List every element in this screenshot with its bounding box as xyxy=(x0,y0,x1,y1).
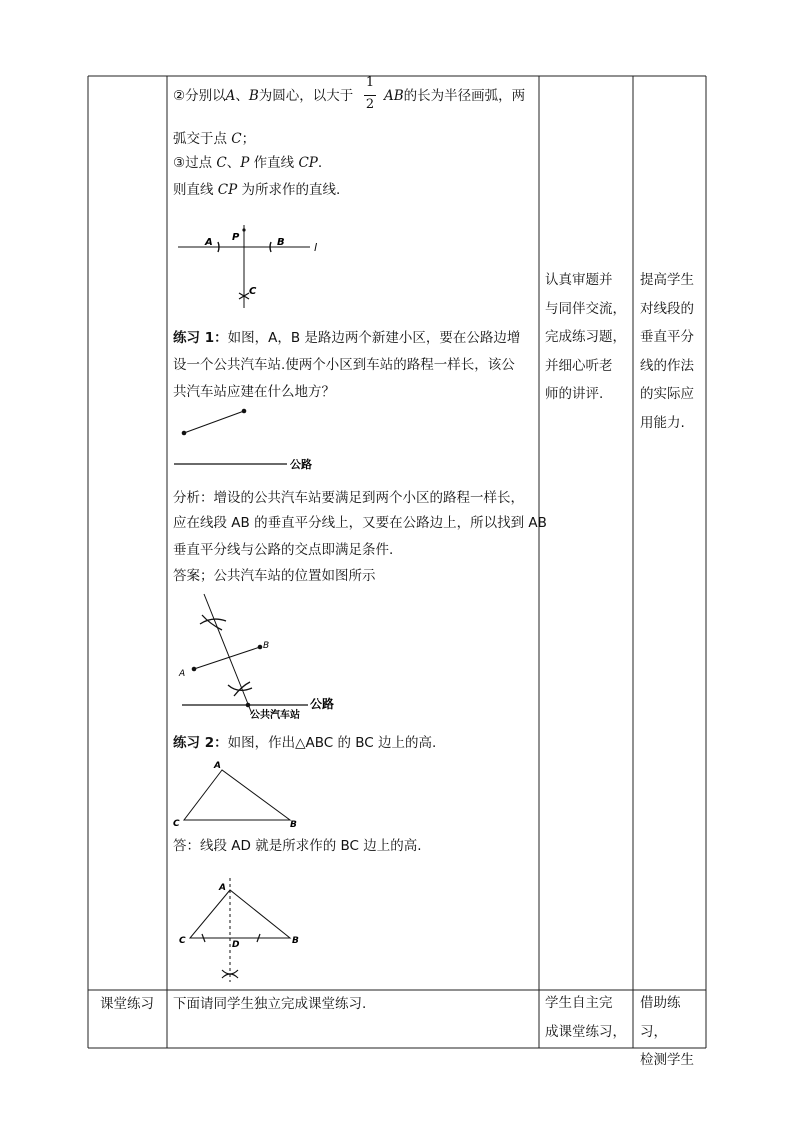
fig4-label-a: A xyxy=(214,761,221,771)
analysis-line2: 应在线段 AB 的垂直平分线上，又要在公路边上，所以找到 AB xyxy=(173,515,547,531)
purpose-row2 xyxy=(640,989,702,1075)
step3-line-cp: CP xyxy=(298,155,318,171)
conclusion-text-b: 为所求作的直线. xyxy=(241,182,341,198)
step3-end: . xyxy=(317,155,323,171)
purpose-row1-line1: 提高学生 xyxy=(640,272,694,288)
answer1-line: 答案；公共汽车站的位置如图所示 xyxy=(173,568,376,584)
student-row2-line2: 成课堂练习， xyxy=(545,1023,626,1040)
purpose-row1-line2: 对线段的 xyxy=(640,300,694,317)
analysis-line3: 垂直平分线与公路的交点即满足条件. xyxy=(173,542,394,558)
fig3-label-a: A xyxy=(179,669,186,679)
fig5-label-c: C xyxy=(179,936,186,946)
fig1-label-c: C xyxy=(249,286,257,297)
student-row1-line2: 与同伴交流， xyxy=(545,300,626,317)
fig5-triangle xyxy=(190,890,290,938)
student-activity-row1 xyxy=(545,266,629,409)
conclusion-text-a: 则直线 xyxy=(173,182,214,198)
perpendicular-bisector xyxy=(204,594,252,714)
student-row1-line3: 完成练习题， xyxy=(545,329,626,345)
exercise1-line1 xyxy=(173,328,520,348)
point-c-label: C xyxy=(231,131,242,147)
step2-sep: 、 xyxy=(235,88,249,104)
step3-point-c: C xyxy=(216,155,227,171)
step2-line2 xyxy=(173,129,255,149)
fig3-point-b xyxy=(258,645,263,650)
fig3-station-label: 公共汽车站 xyxy=(250,710,300,721)
fig1-label-a: A xyxy=(205,237,213,248)
fig5-label-d: D xyxy=(232,940,240,950)
student-row1-line4: 并细心听老 xyxy=(545,357,613,374)
triangle-abc xyxy=(184,770,290,820)
exercise1-line2: 设一个公共汽车站.使两个小区到车站的路程一样长，该公 xyxy=(173,357,515,373)
fraction-denominator: 2 xyxy=(365,97,375,112)
student-row1-line1: 认真审题并 xyxy=(545,272,613,288)
student-activity-row2 xyxy=(545,989,629,1046)
step3-line xyxy=(173,153,322,173)
figure-bus-station-solution xyxy=(170,590,350,725)
step2-text-a: ②分别以 xyxy=(173,88,226,104)
fig2-point-a xyxy=(182,431,187,436)
step2-line1-rest xyxy=(384,86,525,106)
fig1-label-b: B xyxy=(277,237,285,248)
point-b-label: B xyxy=(248,88,259,104)
answer2-line: 答：线段 AD 就是所求作的 BC 边上的高. xyxy=(173,838,422,854)
point-a-label: A xyxy=(225,88,236,104)
purpose-row1-line6: 用能力. xyxy=(640,414,685,431)
fraction-bar xyxy=(364,95,376,96)
step3-text-a: ③过点 xyxy=(173,155,213,171)
fig3-road-label: 公路 xyxy=(310,697,335,711)
step2-line2-text: 弧交于点 xyxy=(173,131,227,147)
fig3-arc-top2 xyxy=(202,615,222,630)
figure-triangle-abc xyxy=(170,758,310,833)
exercise1-title: 练习 1： xyxy=(173,330,228,346)
figure-altitude-construction xyxy=(170,870,320,985)
figure-perpendicular-construction xyxy=(170,215,330,310)
fig3-arc-top1 xyxy=(200,619,226,624)
fig3-point-a xyxy=(192,667,197,672)
fig2-point-b xyxy=(242,409,247,414)
fig2-road-label: 公路 xyxy=(290,458,312,471)
step3-sep: 、 xyxy=(226,155,241,171)
analysis-line1: 分析：增设的公共汽车站要满足到两个小区的路程一样长， xyxy=(173,490,524,506)
purpose-row1-line4: 线的作法 xyxy=(640,357,694,374)
exercise1-line3: 共汽车站应建在什么地方？ xyxy=(173,384,335,400)
point-p xyxy=(242,228,245,231)
exercise2-text: 如图，作出△ABC 的 BC 边上的高. xyxy=(227,735,437,751)
fig4-label-b: B xyxy=(290,820,297,830)
step3-text-b: 作直线 xyxy=(253,155,295,171)
fig1-label-p: P xyxy=(232,232,240,243)
segment-ab-label: AB xyxy=(384,88,404,104)
fig5-label-b: B xyxy=(292,936,299,946)
conclusion-cp: CP xyxy=(217,182,238,198)
row2-content: 下面请同学生独立完成课堂练习. xyxy=(173,996,367,1012)
exercise1-text1: 如图，A，B 是路边两个新建小区，要在公路边增 xyxy=(227,330,521,346)
segment-ab xyxy=(184,411,244,433)
step2-line2-end: ； xyxy=(241,131,256,147)
step3-point-p: P xyxy=(240,155,250,171)
figure-road-communities xyxy=(170,405,330,475)
fig4-label-c: C xyxy=(173,819,180,829)
purpose-row2-line2: 检测学生 xyxy=(640,1052,694,1068)
purpose-row2-line1: 借助练习， xyxy=(640,995,681,1040)
student-row2-line1: 学生自主完 xyxy=(545,995,613,1011)
row2-label: 课堂练习 xyxy=(100,996,154,1012)
purpose-row1-line3: 垂直平分 xyxy=(640,329,694,345)
fraction-numerator: 1 xyxy=(365,75,375,90)
step2-line1 xyxy=(173,86,353,106)
step2-text-b: 为圆心，以大于 xyxy=(258,88,354,104)
purpose-row1-line5: 的实际应 xyxy=(640,386,694,402)
fig3-station-point xyxy=(246,703,251,708)
fig1-label-l: l xyxy=(314,241,318,254)
exercise2-line xyxy=(173,733,436,753)
purpose-row1 xyxy=(640,266,702,437)
student-row1-line5: 师的讲评. xyxy=(545,386,604,402)
step2-text-c: 的长为半径画弧，两 xyxy=(403,88,526,104)
conclusion-line xyxy=(173,180,340,200)
exercise2-title: 练习 2： xyxy=(173,735,228,751)
fig3-label-b: B xyxy=(263,641,270,651)
fig5-label-a: A xyxy=(219,883,226,893)
